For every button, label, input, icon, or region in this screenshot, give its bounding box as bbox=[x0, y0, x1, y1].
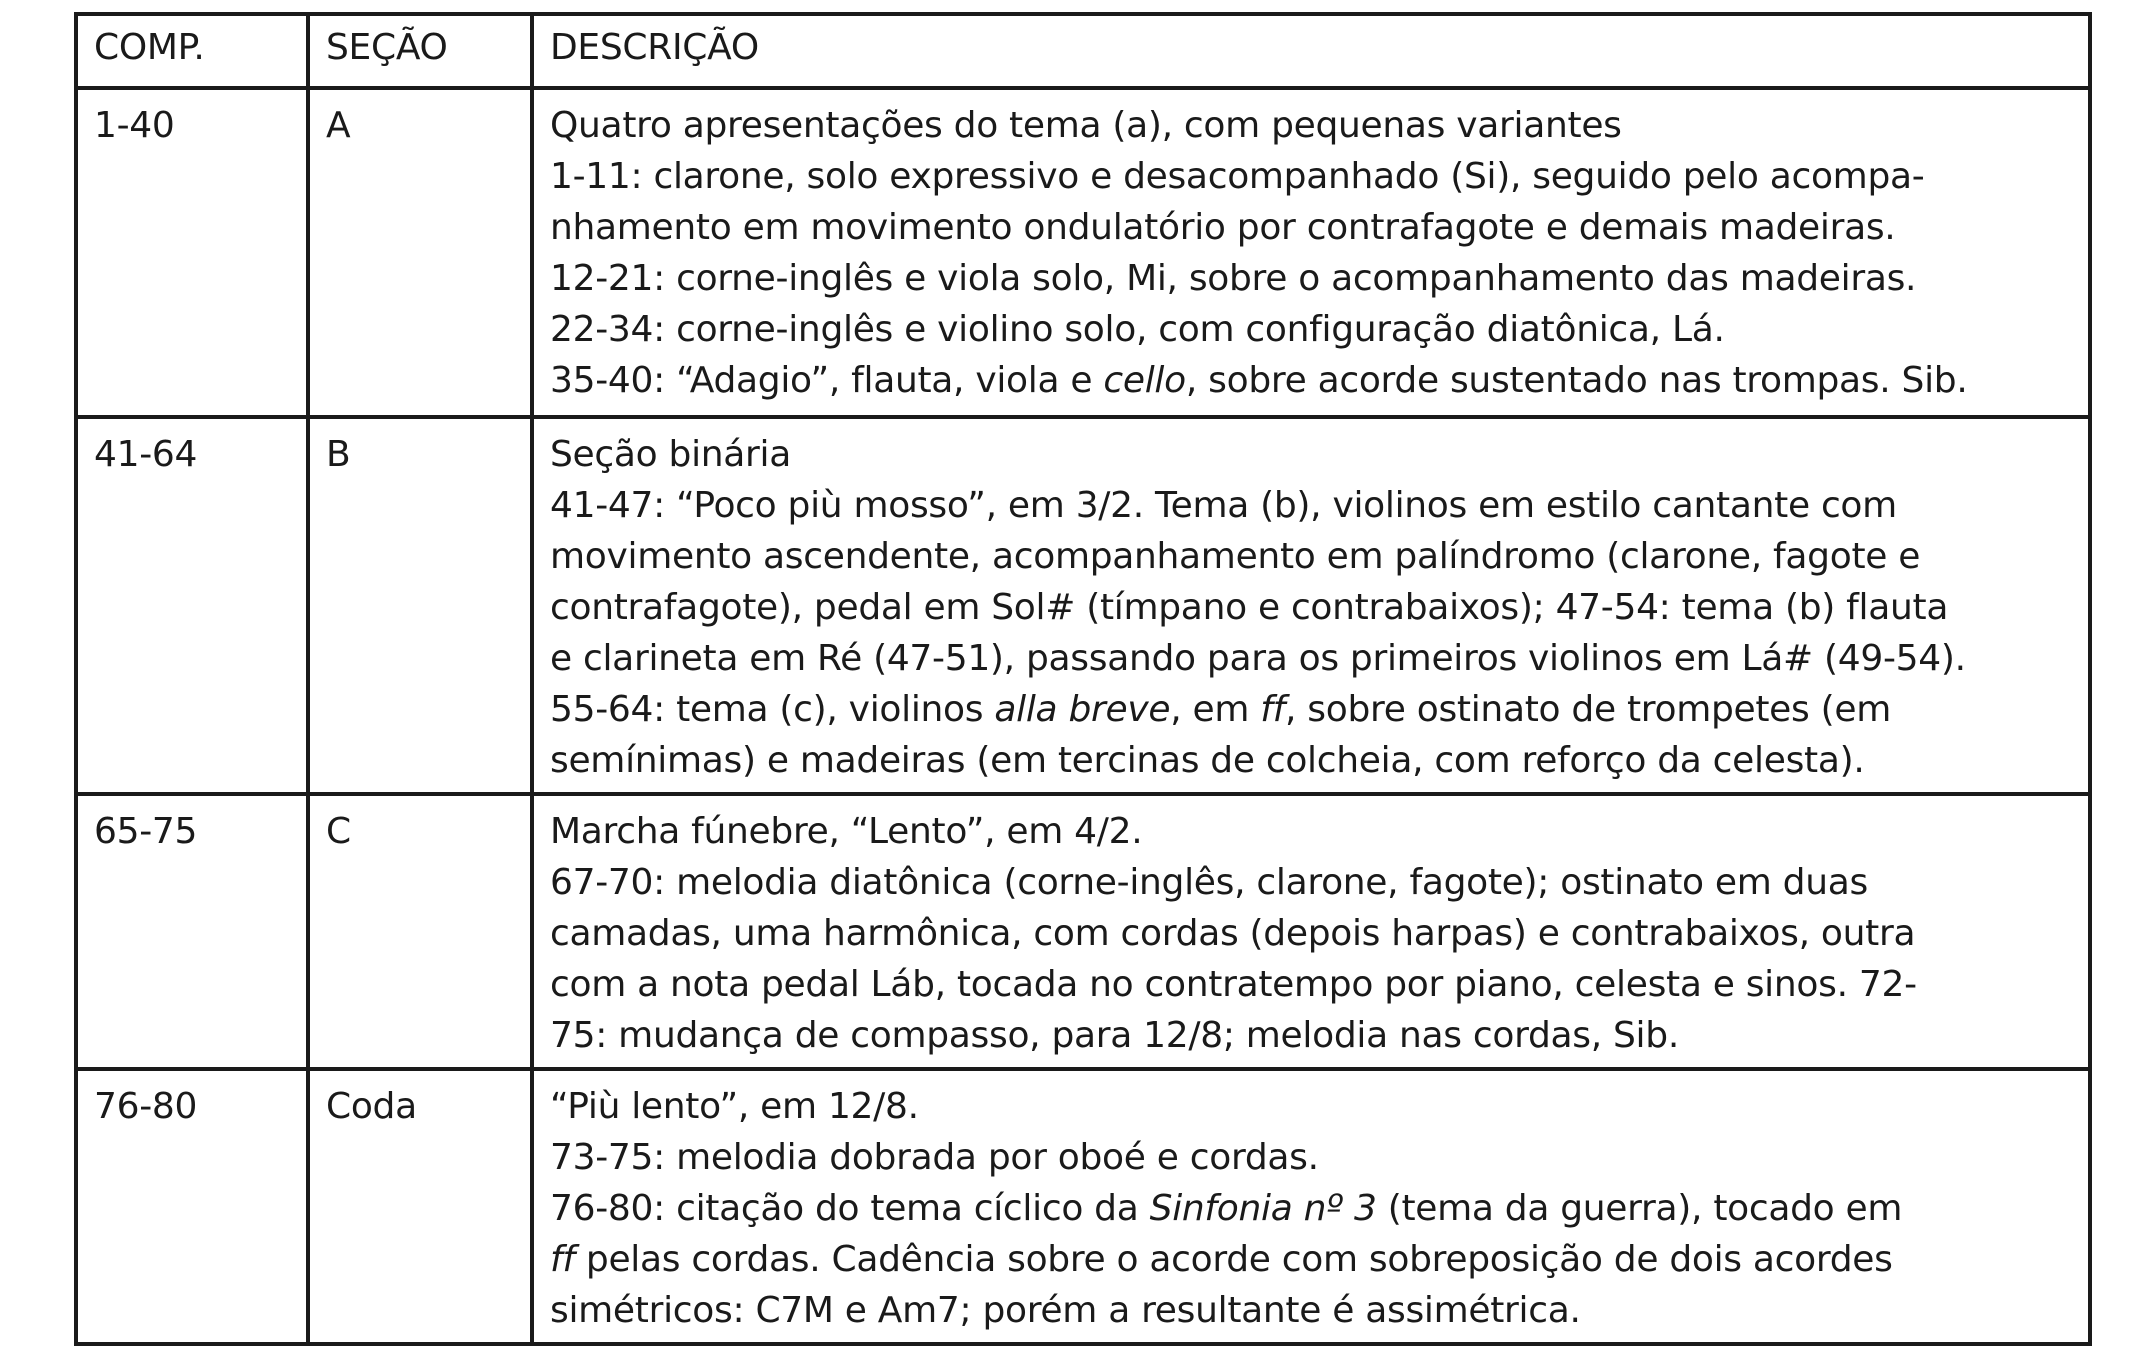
description-line: 1-11: clarone, solo expressivo e desacompanhado (Si), seguido pelo acompa- bbox=[550, 156, 1925, 197]
comp-cell: 41-64 bbox=[76, 417, 308, 794]
text-segment: , sobre ostinato de trompetes (em bbox=[1285, 689, 1891, 730]
description-line: 12-21: corne-inglês e viola solo, Mi, sobre o acompanhamento das madeiras. bbox=[550, 258, 1917, 299]
comp-cell: 65-75 bbox=[76, 794, 308, 1069]
text-segment: pelas cordas. Cadência sobre o acorde com sobreposição de dois acordes bbox=[574, 1239, 1893, 1280]
secao-cell: A bbox=[308, 88, 532, 417]
description-line bbox=[550, 684, 2082, 735]
description-line: Quatro apresentações do tema (a), com pequenas variantes bbox=[550, 105, 1622, 146]
description-line: 73-75: melodia dobrada por oboé e cordas. bbox=[550, 1137, 1319, 1178]
form-analysis-table bbox=[74, 12, 2092, 1346]
description-line bbox=[550, 1183, 2082, 1234]
italic-term: ff bbox=[550, 1239, 575, 1280]
description-line bbox=[550, 355, 2082, 406]
descricao-cell bbox=[532, 88, 2090, 417]
text-segment: 55-64: tema (c), violinos bbox=[550, 689, 995, 730]
description-line: 67-70: melodia diatônica (corne-inglês, clarone, fagote); ostinato em duas bbox=[550, 862, 1868, 903]
italic-term: alla breve bbox=[994, 689, 1171, 730]
text-segment: , sobre acorde sustentado nas trompas. Sib. bbox=[1185, 360, 1968, 401]
secao-cell: B bbox=[308, 417, 532, 794]
table-container bbox=[74, 12, 2088, 1346]
description-line: 41-47: “Poco più mosso”, em 3/2. Tema (b), violinos em estilo cantante com bbox=[550, 485, 1897, 526]
description-line: e clarineta em Ré (47-51), passando para os primeiros violinos em Lá# (49-54). bbox=[550, 638, 1966, 679]
description-line: com a nota pedal Láb, tocada no contratempo por piano, celesta e sinos. 72- bbox=[550, 964, 1917, 1005]
comp-cell: 1-40 bbox=[76, 88, 308, 417]
italic-term: Sinfonia nº 3 bbox=[1149, 1188, 1377, 1229]
table-row bbox=[76, 794, 2090, 1069]
table-row bbox=[76, 417, 2090, 794]
description-line: 75: mudança de compasso, para 12/8; melodia nas cordas, Sib. bbox=[550, 1015, 1679, 1056]
description-line: semínimas) e madeiras (em tercinas de colcheia, com reforço da celesta). bbox=[550, 740, 1865, 781]
description-line: “Più lento”, em 12/8. bbox=[550, 1086, 919, 1127]
descricao-cell bbox=[532, 794, 2090, 1069]
italic-term: cello bbox=[1103, 360, 1186, 401]
header-row bbox=[76, 14, 2090, 88]
header-descricao: DESCRIÇÃO bbox=[532, 14, 2090, 88]
secao-cell: Coda bbox=[308, 1069, 532, 1344]
description-line: movimento ascendente, acompanhamento em palíndromo (clarone, fagote e bbox=[550, 536, 1921, 577]
text-segment: 76-80: citação do tema cíclico da bbox=[550, 1188, 1150, 1229]
table-row bbox=[76, 88, 2090, 417]
header-secao: SEÇÃO bbox=[308, 14, 532, 88]
text-segment: (tema da guerra), tocado em bbox=[1376, 1188, 1903, 1229]
secao-cell: C bbox=[308, 794, 532, 1069]
comp-cell: 76-80 bbox=[76, 1069, 308, 1344]
text-segment: 35-40: “Adagio”, flauta, viola e bbox=[550, 360, 1104, 401]
description-line: contrafagote), pedal em Sol# (tímpano e contrabaixos); 47-54: tema (b) flauta bbox=[550, 587, 1949, 628]
italic-term: ff bbox=[1260, 689, 1286, 730]
descricao-cell bbox=[532, 1069, 2090, 1344]
description-line: simétricos: C7M e Am7; porém a resultante é assimétrica. bbox=[550, 1290, 1581, 1331]
description-line bbox=[550, 1234, 2082, 1285]
text-segment: , em bbox=[1170, 689, 1261, 730]
description-line: Seção binária bbox=[550, 434, 792, 475]
description-line: nhamento em movimento ondulatório por contrafagote e demais madeiras. bbox=[550, 207, 1896, 248]
table-row bbox=[76, 1069, 2090, 1344]
descricao-cell bbox=[532, 417, 2090, 794]
description-line: 22-34: corne-inglês e violino solo, com configuração diatônica, Lá. bbox=[550, 309, 1725, 350]
description-line: camadas, uma harmônica, com cordas (depois harpas) e contrabaixos, outra bbox=[550, 913, 1916, 954]
header-comp: COMP. bbox=[76, 14, 308, 88]
description-line: Marcha fúnebre, “Lento”, em 4/2. bbox=[550, 811, 1143, 852]
